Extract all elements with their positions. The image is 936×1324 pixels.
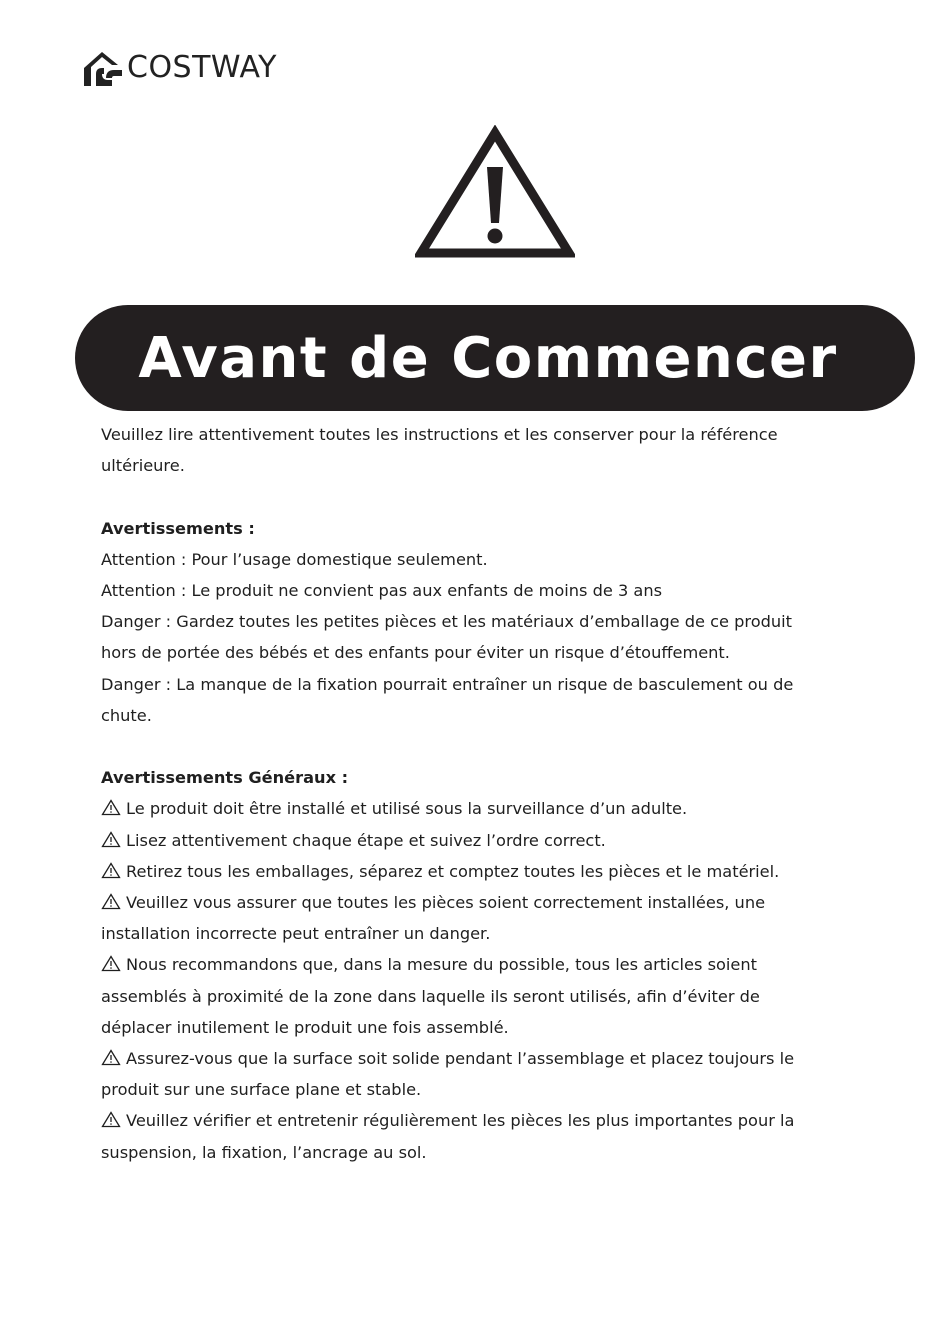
general-warning-line (101, 918, 881, 949)
general-warning-text: Assurez-vous que la surface soit solide pendant l’assemblage et placez toujours le (126, 1049, 795, 1069)
general-warning-line (101, 1012, 881, 1043)
warning-line: chute. (101, 705, 152, 725)
general-warning-text: Nous recommandons que, dans la mesure du possible, tous les articles soient (126, 955, 757, 975)
small-warning-triangle-icon (101, 955, 121, 972)
brand-name: COSTWAY (127, 50, 277, 85)
general-warning-text: Veuillez vous assurer que toutes les pièces soient correctement installées, une (126, 893, 766, 913)
general-warnings-heading: Avertissements Généraux : (101, 768, 349, 788)
warnings-heading: Avertissements : (101, 518, 255, 538)
small-warning-triangle-icon (101, 862, 121, 879)
warning-line: hors de portée des bébés et des enfants pour éviter un risque d’étouffement. (101, 643, 730, 663)
general-warning-line (101, 1074, 881, 1105)
general-warning-text: installation incorrecte peut entraîner un danger. (101, 924, 491, 944)
warning-triangle-icon (415, 125, 575, 260)
general-warning-text: assemblés à proximité de la zone dans laquelle ils seront utilisés, afin d’éviter de (101, 986, 760, 1006)
house-logo-icon (82, 48, 130, 88)
brand-logo (82, 48, 277, 88)
intro-line: Veuillez lire attentivement toutes les instructions et les conserver pour la référence (101, 425, 778, 444)
warning-line: Attention : Pour l’usage domestique seulement. (101, 549, 488, 569)
small-warning-triangle-icon (101, 799, 121, 816)
small-warning-triangle-icon (101, 893, 121, 910)
general-warning-line (101, 887, 881, 918)
general-warning-text: suspension, la fixation, l’ancrage au sol. (101, 1142, 427, 1162)
general-warning-line (101, 1105, 881, 1136)
general-warning-line (101, 793, 881, 824)
general-warning-line (101, 856, 881, 887)
warning-line: Attention : Le produit ne convient pas aux enfants de moins de 3 ans (101, 581, 663, 600)
general-warning-line (101, 1043, 881, 1074)
general-warning-text: Lisez attentivement chaque étape et suivez l’ordre correct. (126, 830, 606, 850)
general-warning-text: déplacer inutilement le produit une fois assemblé. (101, 1017, 509, 1037)
general-warning-line (101, 981, 881, 1012)
small-warning-triangle-icon (101, 831, 121, 848)
general-warning-line (101, 825, 881, 856)
small-warning-triangle-icon (101, 1049, 121, 1066)
warning-line: Danger : La manque de la fixation pourrait entraîner un risque de basculement ou de (101, 674, 794, 694)
page-title: Avant de Commencer (138, 325, 838, 391)
instructions-content (101, 419, 881, 1168)
intro-line: ultérieure. (101, 456, 185, 476)
general-warning-text: Veuillez vérifier et entretenir régulièrement les pièces les plus importantes pour la (126, 1111, 795, 1131)
small-warning-triangle-icon (101, 1111, 121, 1128)
title-banner (75, 305, 915, 411)
general-warnings-list (101, 793, 881, 1167)
general-warning-text: Retirez tous les emballages, séparez et comptez toutes les pièces et le matériel. (126, 861, 780, 881)
general-warning-text: Le produit doit être installé et utilisé sous la surveillance d’un adulte. (126, 799, 688, 819)
general-warning-line (101, 1137, 881, 1168)
warning-line: Danger : Gardez toutes les petites pièces et les matériaux d’emballage de ce produit (101, 612, 792, 632)
general-warning-line (101, 949, 881, 980)
general-warning-text: produit sur une surface plane et stable. (101, 1080, 422, 1100)
